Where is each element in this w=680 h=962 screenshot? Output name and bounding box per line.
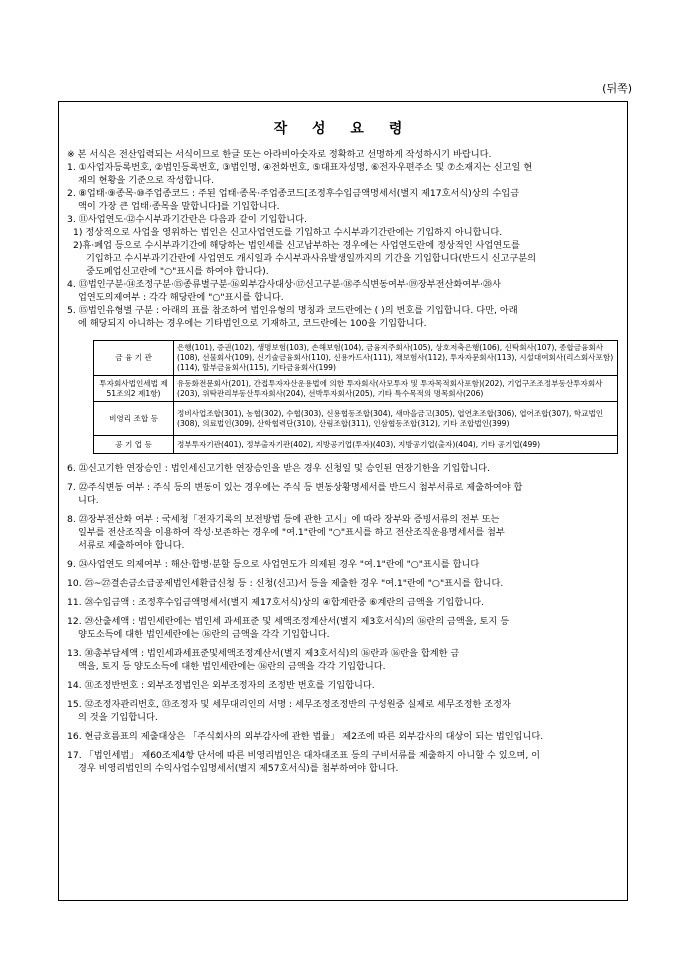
table-row: [94, 341, 618, 376]
instruction-item-3-2: 2)휴·폐업 등으로 수시부과기간에 해당하는 법인세를 신고납부하는 경우에는 사업연도란에 정상적인 사업연도를 기입하고 수시부과기간란에 사업연도 개시일과 수시부과사유발생일까지의 기간을 기입합니다(반드시 신고구분의 중도폐업신고란에 "○"표시를 하여야 합니다).: [73, 240, 537, 277]
table-row-body: 정비사업조합(301), 농협(302), 수협(303), 신용협동조합(304), 새마을금고(305), 엽연초조합(306), 엽어조합(307), 학교법인(308), 의료법인(309), 산학협력단(310), 산림조합(311), 인삼협동조합(312), 기타 조합법인(399): [174, 402, 618, 436]
instruction-item-10: 10. ㉕~㉗결손금소급공제법인세환급신청 등 : 신청(신고)서 등을 제출한 경우 "여.1"란에 "○"표시를 합니다.: [67, 578, 504, 589]
instruction-item-3-1: 1) 정상적으로 사업을 영위하는 법인은 신고사업연도를 기입하고 수시부과기간란에는 기입하지 아니합니다.: [73, 227, 503, 238]
instruction-item-15: 15. ㉜조정자관리번호, ㉝조정자 및 세무대리인의 서명 : 세무조정조정반의 구성원중 실제로 세무조정한 조정자 의 것을 기입합니다.: [67, 699, 511, 723]
table-row-header: 금 융 기 관: [94, 341, 174, 376]
table-row-body: 정부투자기관(401), 정부출자기관(402), 지방공기업(투자)(403), 지방공기업(출자)(404), 기타 공기업(499): [174, 436, 618, 454]
table-row: [94, 402, 618, 436]
instruction-item-16: 16. 현금흐름표의 제출대상은 「주식회사의 외부감사에 관한 법률」 제2조에 따른 외부감사의 대상이 되는 법인입니다.: [67, 731, 544, 742]
instructions-body: [67, 148, 617, 775]
instruction-item-17: 17. 「법인세법」 제60조제4항 단서에 따른 비영리법인은 대차대조표 등의 구비서류를 제출하지 아니할 수 있으며, 이 경우 비영리법인의 수익사업수입명세서(별지 제57호서식)를 첨부하여야 합니다.: [67, 750, 541, 774]
instruction-item-3: 3. ⑪사업연도·⑫수시부과기간란은 다음과 같이 기입합니다.: [67, 214, 307, 225]
instruction-item-2: 2. ⑧업태·⑨종목·⑩주업종코드 : 주된 업태·종목·주업종코드[조정후수입금액명세서(별지 제17호서식)상의 수입금 액이 가장 큰 업태·종목을 말합니다]를 기입합니다.: [67, 188, 520, 212]
instruction-item-11: 11. ㉘수입금액 : 조정후수입금액명세서(별지 제17호서식)상의 ④합계란중 ⑥계란의 금액을 기입합니다.: [67, 597, 484, 608]
intro-note: ※ 본 서식은 전산입력되는 서식이므로 한글 또는 아라비아숫자로 정확하고 선명하게 작성하시기 바랍니다.: [67, 149, 492, 160]
back-side-label: (뒤쪽): [602, 82, 632, 95]
instructions-frame: [58, 101, 628, 901]
instruction-item-14: 14. ㉛조정반번호 : 외부조정법인은 외부조정자의 조정반 번호를 기입합니다.: [67, 680, 375, 691]
instruction-item-7: 7. ㉒주식변동 여부 : 주식 등의 변동이 있는 경우에는 주식 등 변동상황명세서를 반드시 첨부서류로 제출하여야 합 니다.: [67, 482, 523, 506]
document-title: 작 성 요 령: [273, 121, 413, 137]
instruction-item-9: 9. ㉔사업연도 의제여부 : 해산·합병·분할 등으로 사업연도가 의제된 경우 "여.1"란에 "○"표시를 합니다: [67, 559, 480, 570]
table-row-header: 공 기 업 등: [94, 436, 174, 454]
instruction-item-1: 1. ①사업자등록번호, ②법인등록번호, ③법인명, ④전화번호, ⑤대표자성명, ⑥전자우편주소 및 ⑦소재지는 신고일 현 재의 현황을 기준으로 작성합니다.: [67, 162, 533, 186]
table-row: [94, 376, 618, 402]
instruction-item-4: 4. ⑬법인구분·⑭조정구분·⑮종류별구분·⑯외부감사대상·⑰신고구분·⑱주식변동여부·⑲장부전산화여부·⑳사 업연도의제여부 : 각각 해당란에 "○"표시를 합니다.: [67, 279, 502, 303]
table-row-header: 비영리 조합 등: [94, 402, 174, 436]
corporation-type-table: [93, 340, 618, 454]
instruction-item-12: 12. ㉙산출세액 : 법인세란에는 법인세 과세표준 및 세액조정계산서(별지 제3호서식)의 ⑯란의 금액을, 토지 등 양도소득에 대한 법인세란에는 ⑯란의 금액을 각각 기입합니다.: [67, 616, 510, 640]
instruction-item-13: 13. ㉚총부담세액 : 법인세과세표준및세액조정계산서(별지 제3호서식)의 ⑯란과 ⑯란을 합계한 금 액을, 토지 등 양도소득에 대한 법인세란에는 ⑯란의 금액을 각각 기입합니다.: [67, 648, 460, 672]
table-row: [94, 436, 618, 454]
table-row-header: 투자회사법인세법 제51조의2 제1항): [94, 376, 174, 402]
instruction-item-5: 5. ⑮법인유형별 구분 : 아래의 표를 참조하여 법인유형의 명칭과 코드란에는 ( )의 번호를 기입합니다. 다만, 아래 에 해당되지 아니하는 경우에는 기타법인으로 기재하고, 코드란에는 100을 기입합니다.: [67, 305, 518, 329]
instruction-item-6: 6. ㉑신고기한 연장승인 : 법인세신고기한 연장승인을 받은 경우 신청일 및 승인된 연장기한을 기입합니다.: [67, 463, 490, 474]
instruction-item-8: 8. ㉓장부전산화 여부 : 국세청「전자기록의 보전방법 등에 관한 고시」에 따라 장부와 증빙서류의 전부 또는 일부를 전산조직을 이용하여 작성·보존하는 경우에 "여.1"란에 "○"표시를 하고 전산조직운용명세서를 첨부 서류로 제출하여야 합니다.: [67, 514, 505, 551]
table-row-body: 유동화전문회사(201), 간접투자자산운용법에 의한 투자회사(사모투자 및 투자목적회사포함)(202), 기업구조조정부동산투자회사(203), 위탁관리부동산투자회사(204), 선박투자회사(205), 기타 특수목적의 명목회사(206): [174, 376, 618, 402]
table-row-body: 은행(101), 증권(102), 생명보험(103), 손해보험(104), 금융지주회사(105), 상호저축은행(106), 신탁회사(107), 종합금융회사(108), 선물회사(109), 신기술금융회사(110), 신용카드사(111), 채보험사(112), 투자자문회사(113), 시설대여회사(리스회사포함)(114), 할부금융회사(115), 기타금융회사(199): [174, 341, 618, 376]
